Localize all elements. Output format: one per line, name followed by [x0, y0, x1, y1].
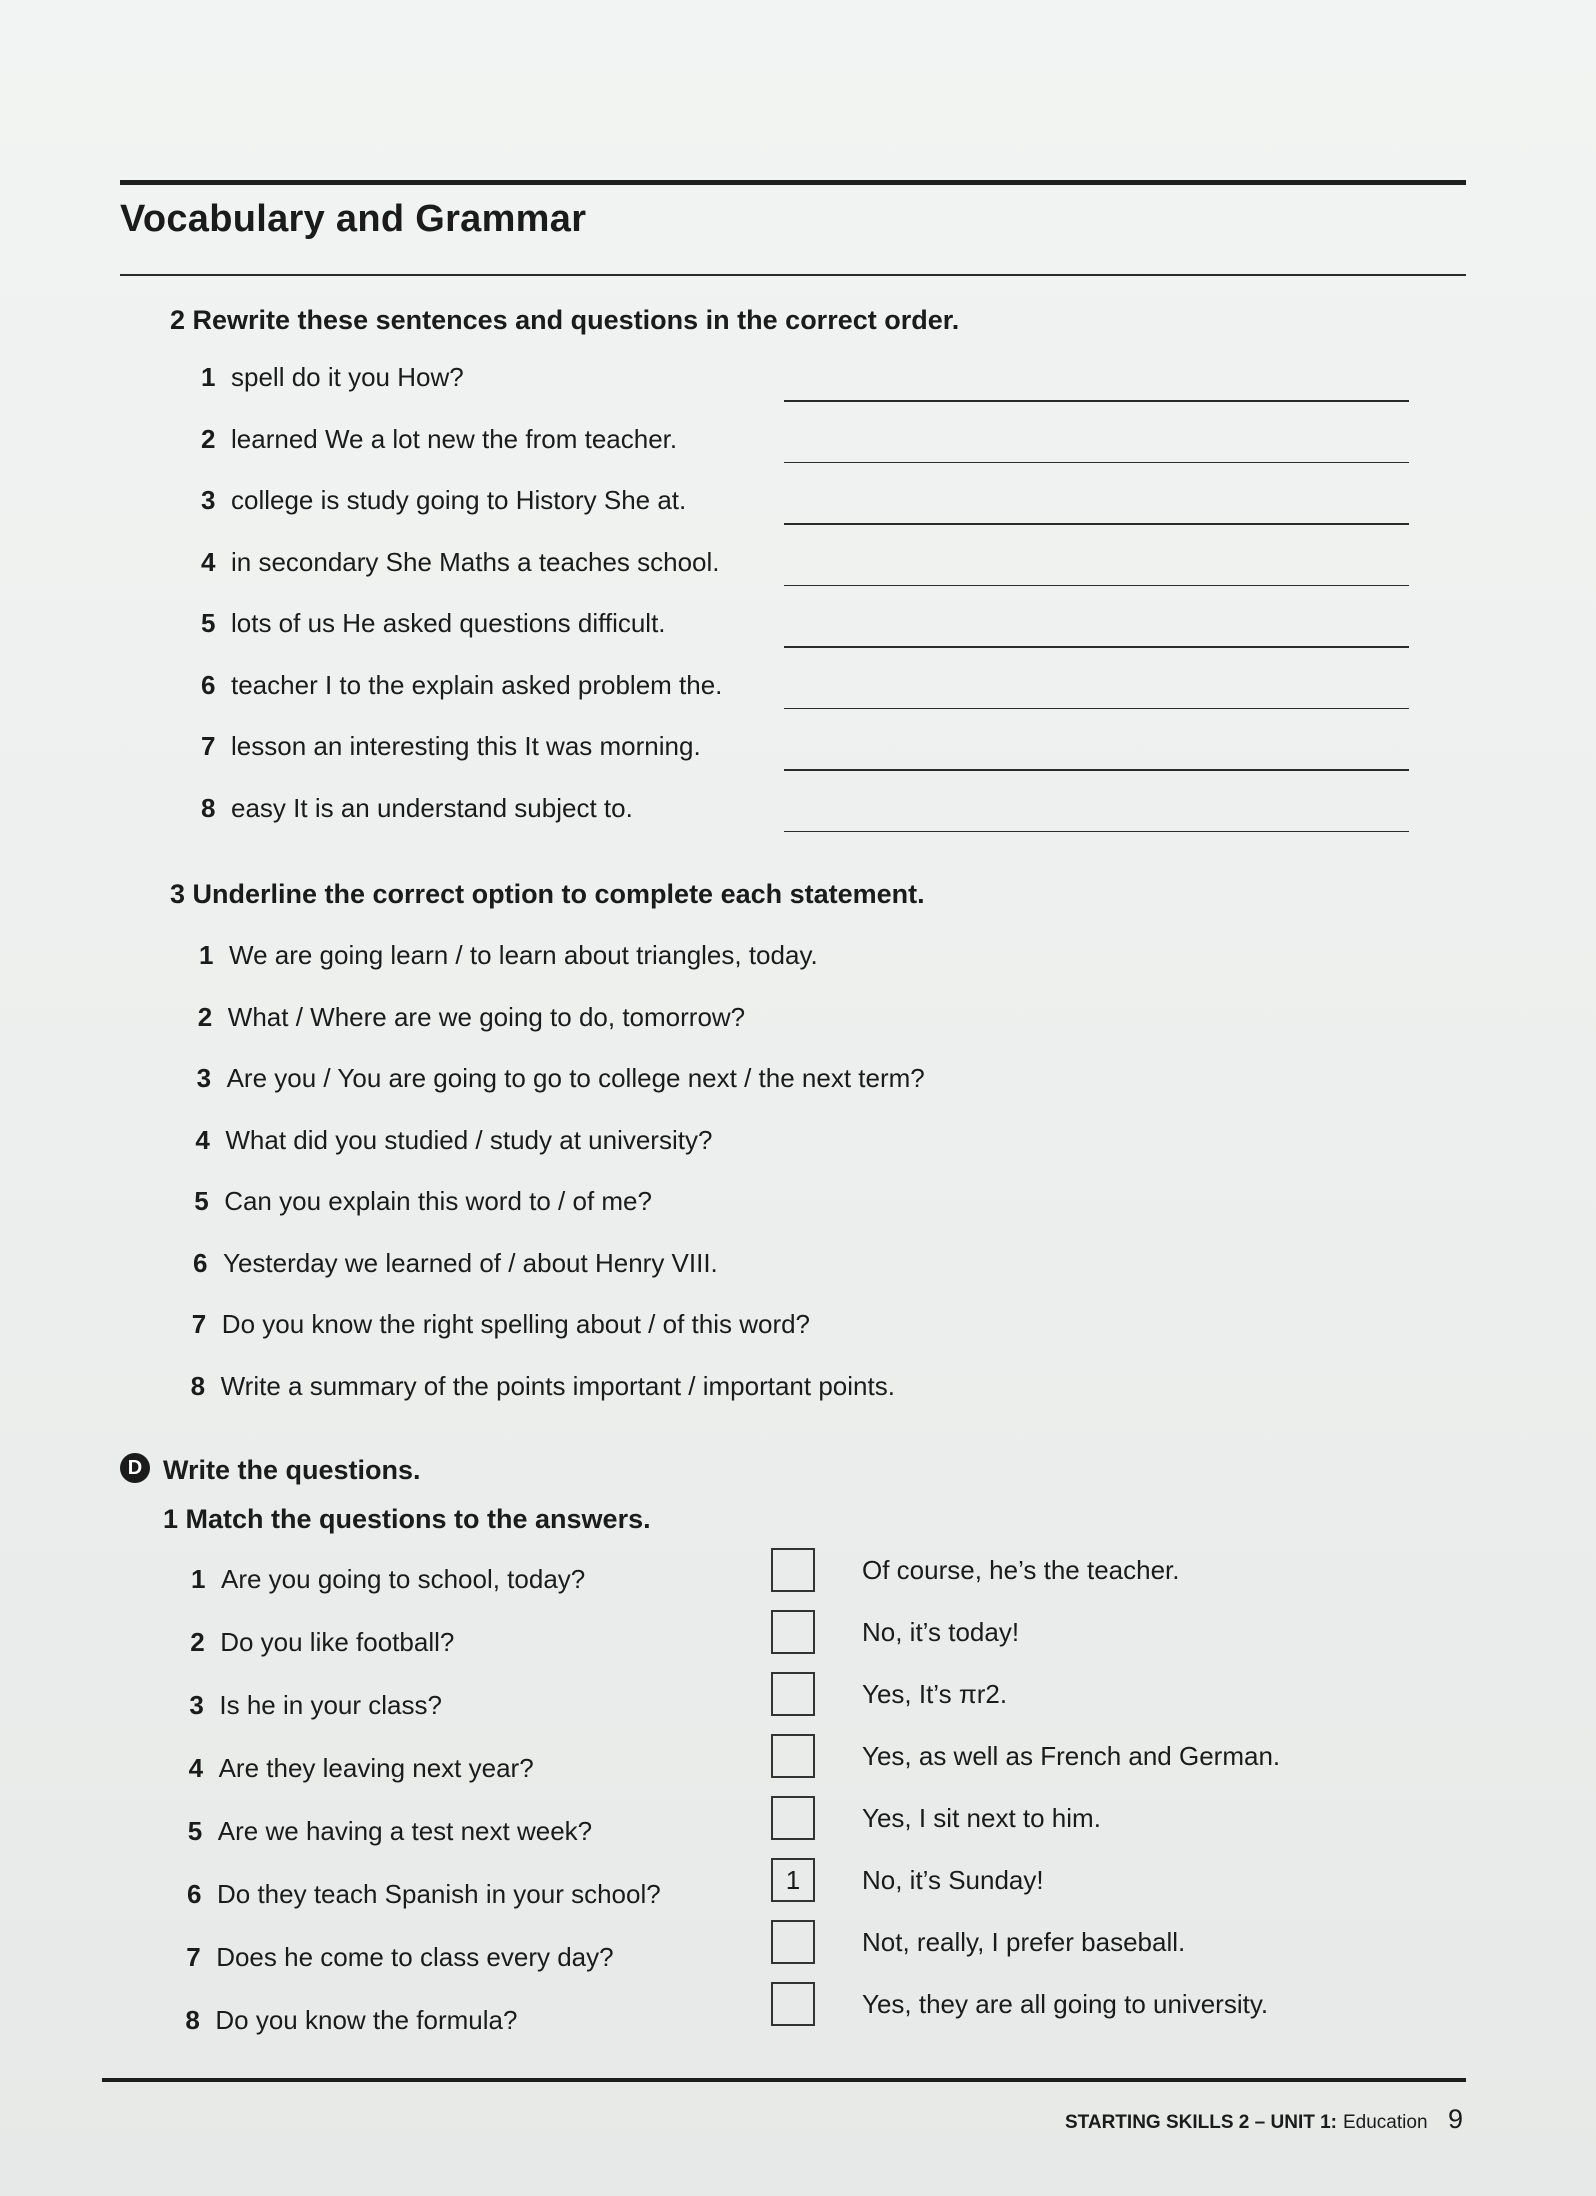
match-answer-box[interactable]: [771, 1548, 815, 1592]
exercise-2-item: [201, 793, 633, 824]
item-text: We are going learn / to learn about triangles, today.: [229, 940, 818, 970]
exercise-2-item: [201, 362, 464, 393]
match-answer-box[interactable]: [771, 1610, 815, 1654]
answer-line[interactable]: [784, 462, 1409, 464]
item-number: 1: [201, 362, 216, 392]
item-text: Do you know the formula?: [215, 2005, 518, 2035]
exercise-2-item: [201, 670, 722, 701]
exercise-3-item: [191, 1371, 895, 1402]
item-number: 7: [191, 1309, 207, 1339]
match-question: [186, 1942, 613, 1973]
answer-line[interactable]: [784, 769, 1409, 771]
item-text: teacher I to the explain asked problem the.: [231, 669, 723, 700]
item-number: 4: [188, 1753, 204, 1783]
match-answer: No, it’s today!: [862, 1617, 1020, 1647]
exercise-3-item: [194, 1186, 652, 1217]
exercise-2-item: [201, 608, 666, 639]
item-number: 5: [194, 1186, 209, 1216]
item-text: Do you like football?: [220, 1627, 455, 1657]
item-number: 1: [191, 1564, 206, 1594]
answer-line[interactable]: [784, 585, 1409, 587]
item-text: Do they teach Spanish in your school?: [217, 1879, 661, 1909]
section-title: Vocabulary and Grammar: [120, 198, 587, 240]
item-text: Write a summary of the points important / important points.: [220, 1370, 895, 1401]
match-answer: Not, really, I prefer baseball.: [862, 1927, 1186, 1957]
exercise-2-item: [201, 424, 677, 455]
item-number: 6: [193, 1247, 208, 1278]
match-answer: No, it’s Sunday!: [862, 1865, 1044, 1895]
footer-topic: Education: [1343, 2112, 1428, 2133]
match-question: [189, 1753, 534, 1784]
match-answer-box[interactable]: [771, 1796, 815, 1840]
item-number: 4: [195, 1124, 210, 1155]
item-number: 2: [197, 1001, 213, 1032]
item-number: 6: [201, 669, 216, 700]
section-d-heading: Write the questions.: [163, 1455, 421, 1485]
answer-line[interactable]: [784, 523, 1409, 525]
item-text: learned We a lot new the from teacher.: [231, 423, 678, 454]
item-text: What did you studied / study at university?: [225, 1124, 713, 1155]
item-number: 5: [201, 608, 216, 638]
item-text: Are we having a test next week?: [217, 1816, 593, 1846]
item-text: Is he in your class?: [219, 1690, 442, 1720]
item-number: 2: [201, 423, 216, 454]
item-text: lesson an interesting this It was morning.: [231, 731, 701, 761]
item-text: Does he come to class every day?: [216, 1942, 614, 1972]
item-number: 1: [199, 940, 214, 970]
item-text: Are they leaving next year?: [218, 1753, 534, 1783]
answer-line[interactable]: [784, 400, 1409, 402]
item-text: Do you know the right spelling about / of this word?: [221, 1309, 811, 1339]
item-text: lots of us He asked questions difficult.: [231, 608, 666, 638]
match-answer-box[interactable]: [771, 1920, 815, 1964]
item-number: 4: [201, 546, 216, 577]
item-number: 8: [190, 1370, 206, 1401]
match-answer: Yes, as well as French and German.: [862, 1741, 1281, 1771]
item-number: 3: [196, 1063, 212, 1093]
answer-line[interactable]: [784, 708, 1409, 710]
item-number: 8: [201, 792, 216, 823]
exercise-3-item: [192, 1309, 810, 1340]
item-number: 7: [201, 731, 216, 761]
exercise-2-item: [201, 485, 686, 516]
item-text: spell do it you How?: [231, 362, 464, 392]
item-text: Yesterday we learned of / about Henry VIII.: [223, 1247, 718, 1278]
item-text: Can you explain this word to / of me?: [224, 1186, 652, 1216]
match-answer: Of course, he’s the teacher.: [862, 1555, 1180, 1585]
bottom-rule: [102, 2078, 1466, 2082]
item-text: Are you going to school, today?: [221, 1564, 586, 1594]
top-rule: [120, 180, 1466, 185]
item-number: 5: [187, 1816, 203, 1846]
exercise-2-item: [201, 731, 701, 762]
match-question: [188, 1816, 592, 1847]
title-underline: [120, 274, 1466, 276]
item-text: Are you / You are going to go to college next / the next term?: [226, 1063, 925, 1093]
match-answer: Yes, I sit next to him.: [862, 1803, 1101, 1833]
item-text: college is study going to History She at.: [231, 485, 687, 515]
answer-line[interactable]: [784, 831, 1409, 833]
item-text: What / Where are we going to do, tomorrow?: [227, 1001, 746, 1032]
section-d-badge: D: [120, 1453, 150, 1483]
match-question: [187, 1879, 661, 1910]
exercise-2-item: [201, 547, 720, 578]
exercise-3-item: [199, 940, 818, 971]
match-question: [190, 1627, 454, 1658]
item-number: 3: [189, 1690, 204, 1720]
match-heading: 1 Match the questions to the answers.: [163, 1504, 651, 1534]
match-answer-box[interactable]: [771, 1734, 815, 1778]
exercise-2-heading: 2 Rewrite these sentences and questions in the correct order.: [170, 305, 960, 335]
match-answer: Yes, It’s πr2.: [862, 1679, 1008, 1709]
match-question: [191, 1564, 585, 1595]
exercise-3-item: [195, 1125, 712, 1156]
item-number: 3: [201, 485, 216, 515]
item-number: 6: [187, 1879, 202, 1909]
item-number: 8: [185, 2005, 200, 2035]
item-number: 2: [190, 1627, 205, 1657]
answer-line[interactable]: [784, 646, 1409, 648]
item-text: easy It is an understand subject to.: [231, 792, 633, 823]
page-number: 9: [1448, 2104, 1464, 2134]
match-answer: Yes, they are all going to university.: [862, 1989, 1269, 2019]
exercise-3-heading: 3 Underline the correct option to complete each statement.: [170, 879, 925, 909]
match-answer-box[interactable]: 1: [771, 1858, 815, 1902]
item-number: 7: [186, 1942, 201, 1972]
match-question: [189, 1690, 442, 1721]
footer-course: STARTING SKILLS 2 – UNIT 1:: [1065, 2112, 1338, 2133]
exercise-3-item: [193, 1248, 718, 1279]
exercise-3-item: [198, 1002, 745, 1033]
match-answer-box[interactable]: [771, 1672, 815, 1716]
match-question: [185, 2005, 517, 2036]
match-answer-box[interactable]: [771, 1982, 815, 2026]
item-text: in secondary She Maths a teaches school.: [231, 546, 720, 577]
exercise-3-item: [197, 1063, 925, 1094]
